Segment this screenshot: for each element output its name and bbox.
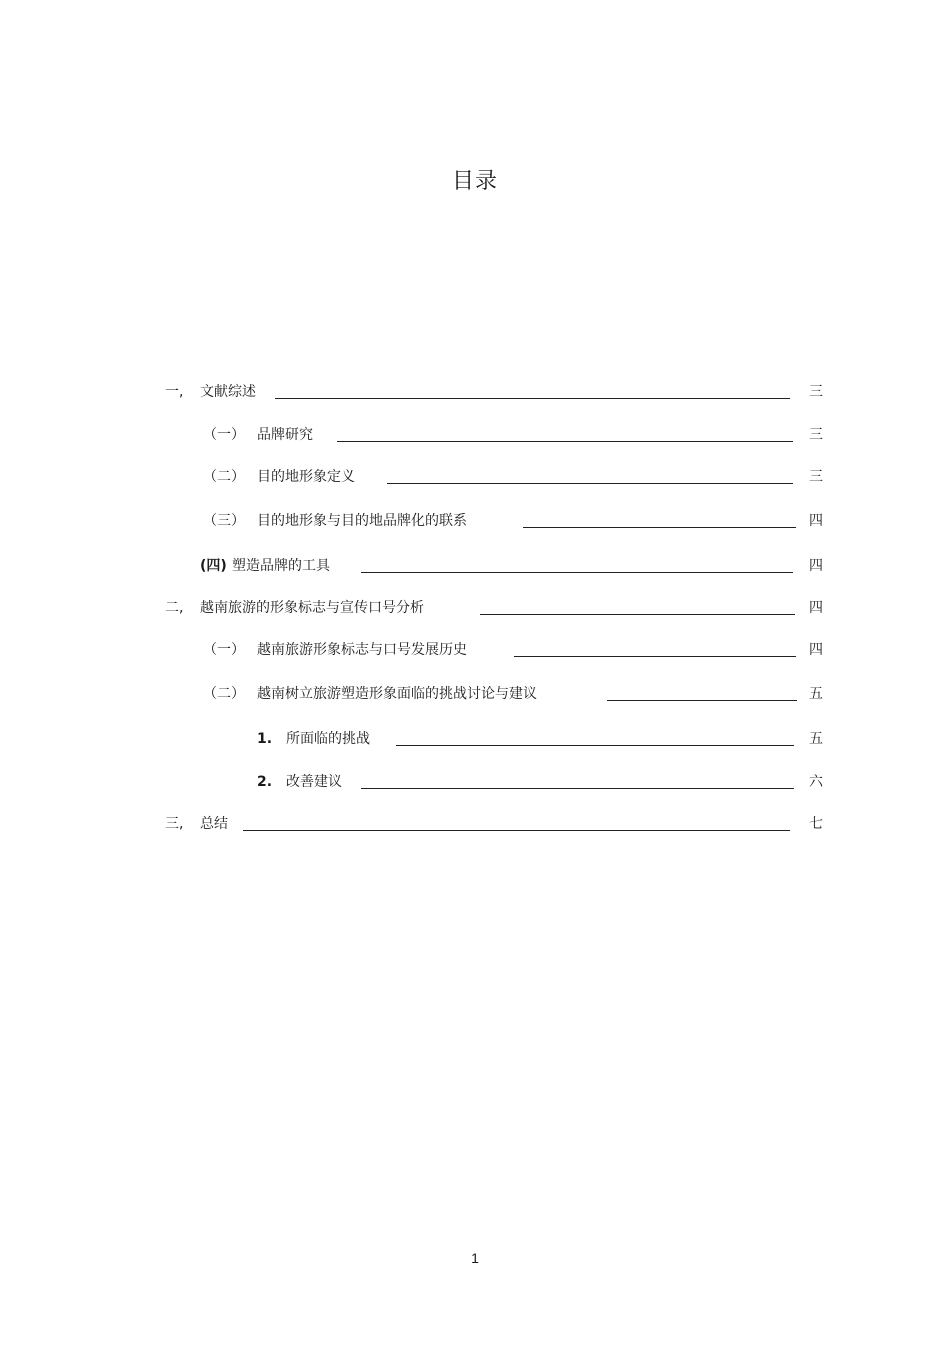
toc-label: 越南旅游形象标志与口号发展历史: [257, 642, 467, 658]
toc-number: （一）: [203, 642, 245, 658]
toc-page: 五: [809, 731, 823, 747]
leader-line: [337, 441, 793, 442]
toc-entry[interactable]: [0, 556, 950, 578]
toc-label: 越南树立旅游塑造形象面临的挑战讨论与建议: [257, 686, 537, 702]
toc-entry[interactable]: [0, 729, 950, 751]
toc-page: 五: [809, 686, 823, 702]
toc-page: 三: [809, 469, 823, 485]
toc-page: 三: [809, 427, 823, 443]
leader-line: [243, 830, 790, 831]
toc-page: 四: [809, 642, 823, 658]
toc-page: 六: [809, 774, 823, 790]
toc-entry[interactable]: [0, 598, 950, 620]
toc-number: 2.: [257, 774, 273, 790]
toc-entry[interactable]: [0, 772, 950, 794]
toc-label: 改善建议: [286, 774, 342, 790]
toc-number: 1.: [257, 731, 273, 747]
toc-page: 四: [809, 600, 823, 616]
leader-line: [361, 788, 794, 789]
leader-line: [480, 614, 795, 615]
toc-label: 塑造品牌的工具: [232, 558, 330, 574]
toc-label: 所面临的挑战: [286, 731, 370, 747]
toc-label: 文献综述: [200, 384, 256, 400]
leader-line: [275, 398, 790, 399]
toc-entry[interactable]: [0, 467, 950, 489]
toc-page: 四: [809, 558, 823, 574]
leader-line: [387, 483, 793, 484]
toc-entry[interactable]: [0, 684, 950, 706]
toc-number: （一）: [203, 427, 245, 443]
toc-page: 四: [809, 513, 823, 529]
toc-entry[interactable]: [0, 425, 950, 447]
toc-label: 总结: [200, 816, 228, 832]
leader-line: [514, 656, 796, 657]
toc-page: 七: [809, 816, 823, 832]
toc-page: 三: [809, 384, 823, 400]
toc-label: 越南旅游的形象标志与宣传口号分析: [200, 600, 424, 616]
toc-number: (四): [200, 558, 227, 574]
leader-line: [523, 527, 796, 528]
toc-label: 目的地形象定义: [257, 469, 355, 485]
toc-number: 二,: [165, 600, 184, 616]
toc-number: （三）: [203, 513, 245, 529]
toc-label: 品牌研究: [257, 427, 313, 443]
leader-line: [361, 572, 793, 573]
toc-number: 一,: [165, 384, 184, 400]
toc-number: （二）: [203, 469, 245, 485]
toc-number: 三,: [165, 816, 184, 832]
toc-label: 目的地形象与目的地品牌化的联系: [257, 513, 467, 529]
toc-number: （二）: [203, 686, 245, 702]
leader-line: [396, 745, 794, 746]
page-number: 1: [471, 1250, 479, 1266]
toc-entry[interactable]: [0, 382, 950, 404]
toc-entry[interactable]: [0, 640, 950, 662]
toc-entry[interactable]: [0, 511, 950, 533]
leader-line: [607, 700, 797, 701]
toc-entry[interactable]: [0, 814, 950, 836]
page-title: 目录: [451, 169, 498, 194]
